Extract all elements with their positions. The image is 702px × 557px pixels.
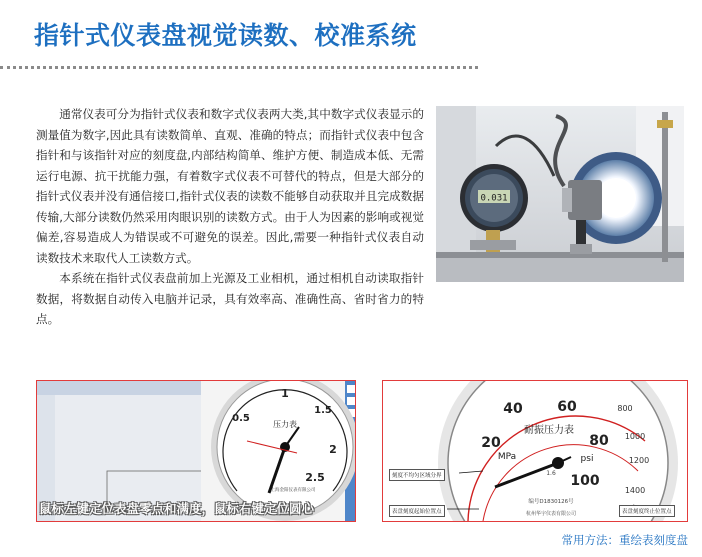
test-rig-illustration <box>436 106 684 282</box>
unit-psi: psi <box>580 454 594 464</box>
gauge-tick-1: 1 <box>281 387 289 400</box>
mpa-tick-40: 40 <box>503 401 523 417</box>
psi-tick-1400: 1400 <box>624 486 646 495</box>
gauge-fine-text: 上海金阳仪表有限公司 <box>270 488 316 493</box>
psi-tick-1200: 1200 <box>628 456 650 465</box>
gauge-tick-0-5: 0.5 <box>232 413 250 424</box>
gauge-tick-1-5: 1.5 <box>314 405 332 416</box>
gauge-tick-2-5: 2.5 <box>305 471 325 484</box>
gauge-title: 耐振压力表 <box>524 425 574 436</box>
paragraph-intro: 通常仪表可分为指针式仪表和数字式仪表两大类,其中数字式仪表显示的测量值为数字,因此具有读数简单、直观、准确的特点；而指针式仪表中包含指针和与该指针对应的刻度盘,内部结构简单、维护方便、制造成本低、无需运行电源、抗干扰能力强，有着数字式仪表不可替代的特点，但是大部分的指针式仪表并没有通信接口,指针式仪表的读数不能够自动获取并且完成数据传输,大部分读数仍然采用肉眼识别的读数方式。由于人为因素的影响或视觉偏差,容易造成人为错误或不可避免的误差。因此,需要一种指针式仪表自动读数技术来取代人工读数方式。 <box>36 107 424 265</box>
class-mark: 1.6 <box>546 470 556 477</box>
paragraph-system: 本系统在指针式仪表盘前加上光源及工业相机，通过相机自动读取指针数据，将数据自动传入电脑并记录，具有效率高、准确性高、省时省力的特点。 <box>36 271 424 326</box>
psi-tick-800: 800 <box>617 404 633 413</box>
callout-nonuniform-boundary: 刻度不均匀区域分界 <box>389 469 445 481</box>
page-title: 指针式仪表盘视觉读数、校准系统 <box>34 21 417 50</box>
psi-tick-1000: 1000 <box>624 432 646 441</box>
footer-caption: 常用方法：重绘表刻度盘 <box>561 533 688 547</box>
screenshot-redrawn-scale <box>382 380 688 522</box>
mpa-tick-100: 100 <box>570 473 600 489</box>
gauge-serial: 编号D1830126号 <box>528 499 574 505</box>
calibration-caption: 鼠标左键定位表盘零点和满度，鼠标右键定位圆心 <box>39 501 315 516</box>
body-text <box>36 104 424 330</box>
gauge-maker: 杭州华宇仪表有限公司 <box>525 511 577 517</box>
gauge-label: 压力表 <box>273 420 297 429</box>
gauge-tick-2: 2 <box>329 443 337 456</box>
callout-scale-start: 表盘刻度起始位置点 <box>389 505 445 517</box>
mpa-tick-80: 80 <box>589 433 609 449</box>
test-rig-photo <box>436 106 684 282</box>
redrawn-scale-illustration <box>383 381 688 522</box>
digital-readout: 0.031 <box>480 193 508 204</box>
mpa-tick-20: 20 <box>481 435 501 451</box>
mpa-tick-60: 60 <box>557 399 577 415</box>
screenshot-gauge-calibration <box>36 380 356 522</box>
title-divider <box>0 66 478 69</box>
callout-scale-end: 表盘刻度终止位置点 <box>619 505 675 517</box>
unit-mpa: MPa <box>497 452 517 462</box>
